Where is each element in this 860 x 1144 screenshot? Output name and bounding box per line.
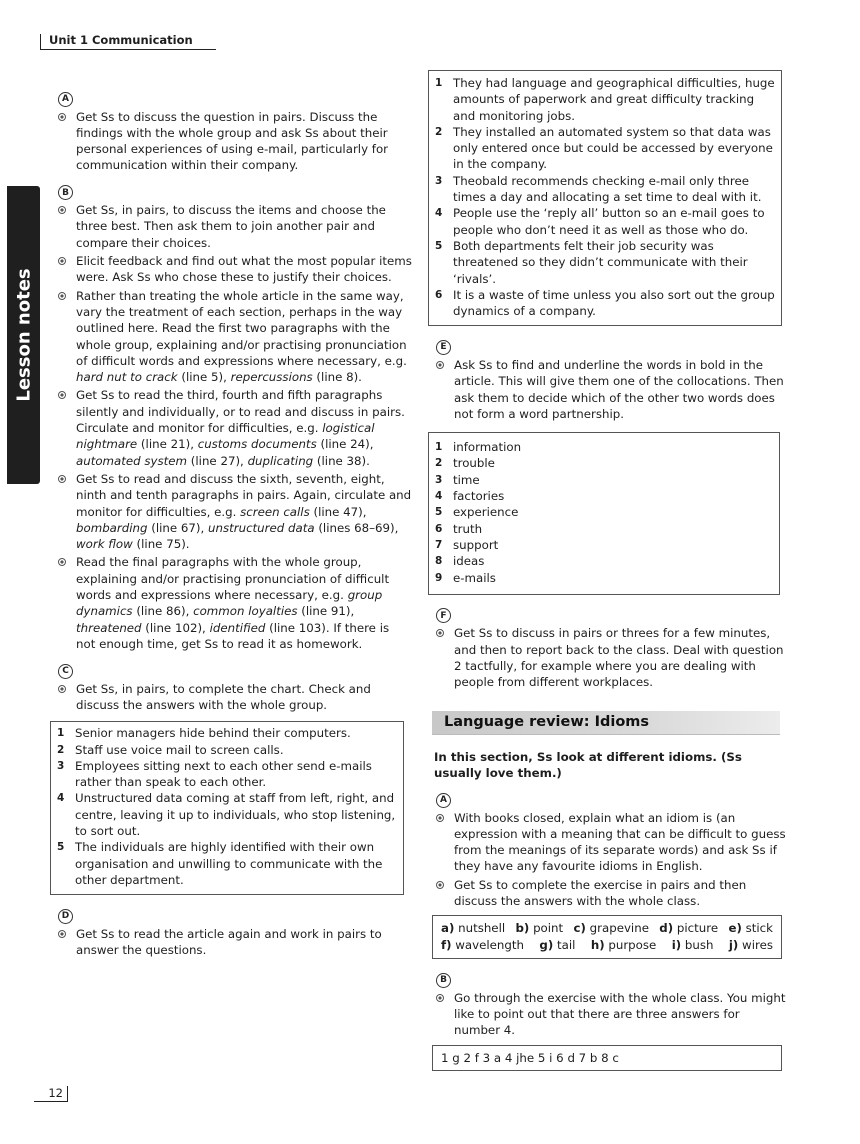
italic-term: work flow <box>76 537 133 552</box>
answer-item <box>435 238 775 287</box>
answer-item <box>57 725 397 741</box>
answer-number: 8 <box>435 555 443 568</box>
idiom-answer: f) wavelength <box>441 938 525 953</box>
italic-term: repercussions <box>230 370 313 385</box>
section-e-answers <box>435 439 773 586</box>
bullet-text: (line 86), <box>132 604 194 619</box>
lr-badge-a: A <box>436 793 451 808</box>
bullet-text: (line 21), <box>137 437 198 452</box>
idiom-answer: e) stick <box>728 921 773 936</box>
lr-b-answer-line: 1 g 2 f 3 a 4 jhe 5 i 6 d 7 b 8 c <box>432 1045 782 1071</box>
section-a-bullets <box>56 109 412 174</box>
answer-text: information <box>453 440 522 455</box>
answer-number: 5 <box>57 841 65 854</box>
bullet-text: Read the final paragraphs with the whole group, explaining and/or practising pronunciation of difficult words and expressions where necessary, e.g. <box>76 555 390 603</box>
answer-text: Theobald recommends checking e-mail only three times a day and allocating a set time to deal with it. <box>453 173 762 205</box>
answer-number: 9 <box>435 571 443 584</box>
bullet-text: (line 67), <box>147 520 209 535</box>
bullet-item: Get Ss to complete the exercise in pairs and then discuss the answers with the whole class. <box>434 877 786 910</box>
answer-number: 7 <box>435 538 443 551</box>
unit-header <box>40 34 216 50</box>
answer-item <box>435 521 773 537</box>
section-c-answers <box>57 725 397 888</box>
answer-item <box>435 553 773 569</box>
bullet-text: (line 102), <box>141 620 210 635</box>
answer-text: Unstructured data coming at staff from left, right, and centre, leaving it up to individuals, who stop listening, to sort out. <box>75 791 396 839</box>
section-e-answer-box <box>428 432 780 595</box>
bullet-item: Elicit feedback and find out what the most popular items were. Ask Ss who chose these to justify their choices. <box>56 253 412 286</box>
bullet-text: (line 103). If there is not enough time, get Ss to read it as homework. <box>76 620 390 651</box>
idiom-answer: i) bush <box>671 938 714 953</box>
answer-text: The individuals are highly identified with their own organisation and unwilling to communicate with the other department. <box>75 840 383 887</box>
lesson-notes-tab <box>7 186 40 484</box>
answer-text: trouble <box>453 456 495 471</box>
answer-number: 1 <box>57 727 65 740</box>
lr-b-bullets <box>434 990 786 1039</box>
answer-text: It is a waste of time unless you also sort out the group dynamics of a company. <box>453 287 775 319</box>
answer-item <box>435 455 773 471</box>
idiom-answer: d) picture <box>659 921 719 936</box>
section-badge-b: B <box>58 185 73 200</box>
answer-item <box>435 488 773 504</box>
lr-badge-b: B <box>436 973 451 988</box>
section-f-bullets <box>434 625 786 690</box>
answer-number: 5 <box>435 506 443 519</box>
bullet-text: (line 38). <box>313 453 370 468</box>
answer-text: They had language and geographical difficulties, huge amounts of paperwork and great difficulty tracking and monitoring jobs. <box>453 76 775 123</box>
answer-item <box>57 758 397 791</box>
answer-item <box>435 570 773 586</box>
section-badge-f: F <box>436 608 451 623</box>
bullet-text: (line 47), <box>309 504 367 519</box>
answer-text: time <box>453 472 480 487</box>
bullet-text: (line 75). <box>132 537 190 552</box>
idiom-answer: a) nutshell <box>441 921 506 936</box>
answer-item <box>435 205 775 238</box>
italic-term: logistical nightmare <box>76 421 375 452</box>
bullet-item: Get Ss to read the article again and work in pairs to answer the questions. <box>56 926 412 959</box>
section-e-bullets <box>434 357 786 422</box>
answer-number: 6 <box>435 522 443 535</box>
answer-number: 4 <box>435 490 443 503</box>
bullet-item: With books closed, explain what an idiom is (an expression with a meaning that can be difficult to guess from the meanings of its separate words) and ask Ss if they have any favourite idioms in English. <box>434 810 786 875</box>
answer-text: People use the ‘reply all’ button so an e-mail goes to people who don’t need it as well as those who do. <box>453 206 765 237</box>
italic-term: group dynamics <box>76 588 383 619</box>
answer-number: 6 <box>435 288 443 301</box>
answer-item <box>435 173 775 206</box>
right-column <box>434 70 786 1071</box>
idiom-row-2 <box>441 937 773 954</box>
answer-number: 2 <box>57 743 65 756</box>
answer-item <box>57 839 397 888</box>
page-number: 12 <box>34 1086 68 1102</box>
answer-text: ideas <box>453 554 485 569</box>
italic-term: threatened <box>76 620 142 635</box>
left-column <box>56 86 412 960</box>
bullet-text: Get Ss to read and discuss the sixth, seventh, eight, ninth and tenth paragraphs in pairs. Again, circulate and monitor for difficulties, e.g. <box>76 471 412 519</box>
italic-term: customs documents <box>197 437 317 452</box>
bullet-text: Rather than treating the whole article in the same way, vary the treatment of each section, perhaps in the way outlined here. Read the first two paragraphs with the whole group, explaining and/or practising pronunciation of difficult words and expressions where necessary, e.g. <box>76 288 407 368</box>
answer-number: 2 <box>435 125 443 138</box>
answer-item <box>435 439 773 455</box>
italic-term: unstructured data <box>208 520 315 535</box>
idiom-answer: b) point <box>515 921 564 936</box>
italic-term: duplicating <box>247 453 314 468</box>
bullet-text: (lines 68–69), <box>314 520 399 535</box>
answer-item <box>435 504 773 520</box>
answer-number: 3 <box>435 473 443 486</box>
answer-text: truth <box>453 521 483 536</box>
section-d-answer-box <box>428 70 782 326</box>
answer-item <box>57 742 397 758</box>
italic-term: hard nut to crack <box>76 370 178 385</box>
bullet-text: (line 24), <box>316 437 374 452</box>
answer-text: factories <box>453 489 505 504</box>
answer-number: 4 <box>435 207 443 220</box>
bullet-item: Go through the exercise with the whole class. You might like to point out that there are three answers for number 4. <box>434 990 786 1039</box>
bullet-text: (line 5), <box>177 370 231 385</box>
answer-number: 3 <box>57 759 65 772</box>
bullet-text: (line 8). <box>312 370 362 385</box>
lr-a-bullets <box>434 810 786 910</box>
bullet-item <box>56 554 412 652</box>
answer-number: 2 <box>435 457 443 470</box>
answer-text: Senior managers hide behind their computers. <box>75 726 351 741</box>
answer-item <box>435 537 773 553</box>
answer-item <box>435 124 775 173</box>
lesson-notes-tab-label: Lesson notes <box>13 268 34 402</box>
section-badge-c: C <box>58 664 73 679</box>
section-d-bullets <box>56 926 412 959</box>
section-b-bullets <box>56 202 412 652</box>
bullet-item <box>56 471 412 552</box>
bullet-item: Get Ss, in pairs, to discuss the items and choose the three best. Then ask them to join another pair and compare their choices. <box>56 202 412 251</box>
italic-term: automated system <box>76 453 188 468</box>
section-d-answers <box>435 75 775 319</box>
idiom-answer-box <box>432 915 782 959</box>
idiom-answer: c) grapevine <box>573 921 649 936</box>
answer-number: 1 <box>435 77 443 89</box>
italic-term: identified <box>209 620 266 635</box>
answer-text: Both departments felt their job security was threatened so they didn’t communicate with their ‘rivals’. <box>453 238 748 286</box>
answer-number: 5 <box>435 239 443 252</box>
answer-number: 4 <box>57 792 65 805</box>
bullet-text: (line 27), <box>187 453 248 468</box>
italic-term: bombarding <box>76 520 148 535</box>
bullet-item <box>56 288 412 386</box>
bullet-text: (line 91), <box>297 604 355 619</box>
answer-item <box>435 287 775 320</box>
bullet-item: Get Ss to discuss in pairs or threes for a few minutes, and then to report back to the class. Deal with question 2 tactfully, for example where you are dealing with people from different workplaces. <box>434 625 786 690</box>
answer-text: They installed an automated system so that data was only entered once but could be accessed by everyone in the company. <box>453 124 773 172</box>
answer-item <box>57 790 397 839</box>
section-c-bullets <box>56 681 412 714</box>
section-badge-e: E <box>436 340 451 355</box>
bullet-item: Get Ss to discuss the question in pairs. Discuss the findings with the whole group and ask Ss about their personal experiences of using e-mail, particularly for communication within their company. <box>56 109 412 174</box>
section-badge-a: A <box>58 92 73 107</box>
answer-text: Staff use voice mail to screen calls. <box>75 742 284 757</box>
idiom-row-1 <box>441 920 773 937</box>
bullet-item <box>56 387 412 468</box>
bullet-text: Get Ss to read the third, fourth and fifth paragraphs silently and individually, or to read and discuss in pairs. Circulate and monitor for difficulties, e.g. <box>76 388 405 436</box>
language-review-banner <box>432 711 780 735</box>
section-badge-d: D <box>58 909 73 924</box>
unit-label: Unit 1 Communication <box>49 33 193 47</box>
italic-term: screen calls <box>240 504 310 519</box>
answer-text: e-mails <box>453 570 496 585</box>
answer-text: experience <box>453 505 519 520</box>
idiom-answer: h) purpose <box>590 938 657 953</box>
answer-number: 1 <box>435 441 443 454</box>
language-review-intro: In this section, Ss look at different idioms. (Ss usually love them.) <box>434 749 742 780</box>
answer-item <box>435 75 775 124</box>
answer-text: Employees sitting next to each other send e-mails rather than speak to each other. <box>75 758 372 790</box>
idiom-answer: j) wires <box>728 938 773 953</box>
answer-item <box>435 472 773 488</box>
bullet-item: Get Ss, in pairs, to complete the chart. Check and discuss the answers with the whole group. <box>56 681 412 714</box>
bullet-item: Ask Ss to find and underline the words in bold in the article. This will give them one of the collocations. Then ask them to decide which of the other two words does not form a word partnership. <box>434 357 786 422</box>
idiom-answer: g) tail <box>539 938 576 953</box>
italic-term: common loyalties <box>193 604 298 619</box>
language-review-title: Language review: Idioms <box>444 714 650 730</box>
answer-number: 3 <box>435 174 443 187</box>
section-c-answer-box <box>50 721 404 895</box>
answer-text: support <box>453 537 499 552</box>
